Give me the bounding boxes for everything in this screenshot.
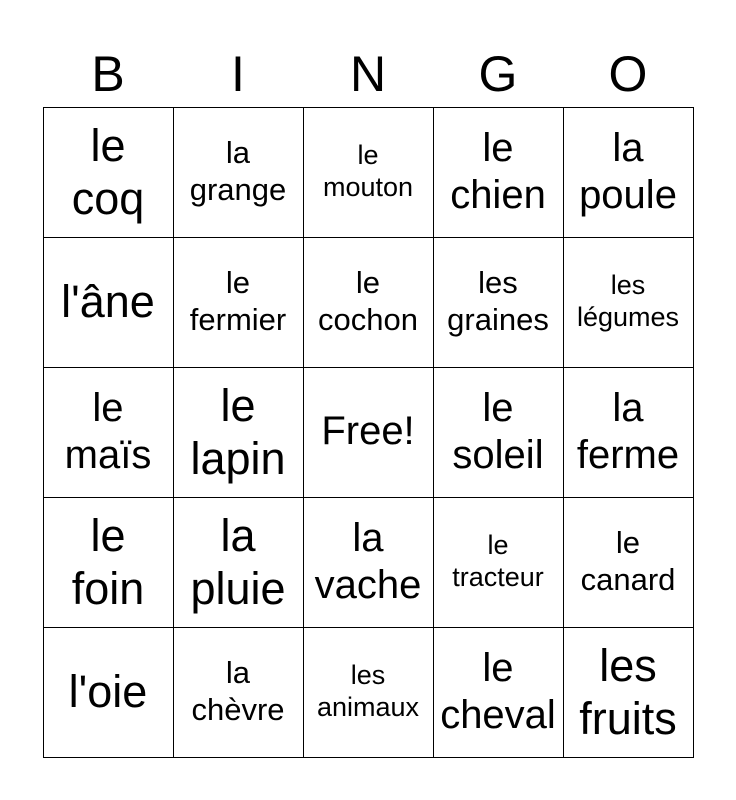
bingo-cell — [563, 367, 694, 498]
bingo-cell-line: les — [350, 660, 386, 691]
bingo-cell-line: le — [357, 140, 379, 171]
bingo-cell — [43, 627, 174, 758]
bingo-cell — [563, 497, 694, 628]
bingo-cell-text — [450, 125, 546, 219]
bingo-cell-line: maïs — [64, 433, 152, 477]
bingo-cell-text — [440, 645, 556, 739]
bingo-cell-line: pluie — [190, 563, 286, 614]
bingo-cell-text — [323, 140, 413, 204]
bingo-cell-text — [72, 509, 145, 615]
bingo-cell-text — [581, 525, 676, 598]
header-letter-i: I — [231, 46, 245, 102]
header-letter-n: N — [349, 46, 387, 102]
bingo-cell-line: la — [220, 509, 256, 561]
bingo-cell-line: le — [482, 385, 514, 430]
bingo-cell-line: soleil — [452, 433, 544, 477]
bingo-cell-line: la — [612, 385, 644, 430]
bingo-cell-line: coq — [71, 173, 145, 224]
header-letter-o: O — [608, 46, 648, 102]
bingo-cell-line: cochon — [318, 302, 418, 337]
bingo-cell-text — [452, 530, 544, 594]
bingo-cell-text — [72, 119, 145, 225]
bingo-cell — [43, 107, 174, 238]
bingo-cell-text — [452, 385, 543, 479]
bingo-cell-line: fruits — [579, 693, 677, 744]
bingo-cell-line: le — [220, 379, 256, 431]
bingo-cell-line: animaux — [316, 692, 420, 722]
bingo-cell-line: légumes — [576, 302, 680, 332]
header-letter-b: B — [91, 46, 125, 102]
bingo-cell — [173, 367, 304, 498]
bingo-cell — [173, 107, 304, 238]
bingo-cell-line: ferme — [576, 433, 680, 477]
bingo-cell — [173, 237, 304, 368]
bingo-cell — [433, 237, 564, 368]
bingo-cell — [433, 627, 564, 758]
bingo-cell-text — [321, 408, 414, 455]
bingo-cell-line: la — [225, 655, 251, 691]
bingo-cell-text — [447, 265, 549, 338]
bingo-cell — [563, 107, 694, 238]
bingo-cell — [43, 497, 174, 628]
bingo-cell-line: le — [90, 509, 126, 561]
bingo-cell-line: le — [225, 265, 251, 301]
bingo-cell-line: chèvre — [191, 692, 285, 727]
bingo-card-grid — [43, 107, 693, 757]
bingo-cell-line: grange — [189, 172, 287, 207]
bingo-cell-line: vache — [314, 563, 422, 607]
bingo-cell-line: le — [615, 525, 641, 561]
bingo-cell — [43, 237, 174, 368]
bingo-cell-line: le — [90, 119, 126, 171]
bingo-cell-line: la — [612, 125, 644, 170]
bingo-cell — [433, 497, 564, 628]
bingo-cell-line: l'âne — [61, 276, 155, 328]
bingo-cell — [303, 237, 434, 368]
bingo-cell-line: foin — [71, 563, 145, 614]
bingo-cell-line: poule — [579, 173, 677, 217]
bingo-cell-text — [318, 265, 418, 338]
bingo-cell — [563, 627, 694, 758]
bingo-cell-line: la — [225, 135, 251, 171]
bingo-cell-text — [317, 660, 419, 724]
bingo-cell — [303, 627, 434, 758]
bingo-cell-text — [579, 639, 677, 745]
bingo-cell-text — [190, 265, 286, 338]
bingo-cell — [303, 497, 434, 628]
bingo-cell-line: les — [478, 265, 518, 301]
bingo-cell-text — [577, 385, 679, 479]
bingo-cell-text — [190, 509, 285, 615]
bingo-cell-text — [65, 385, 152, 479]
bingo-cell-line: cheval — [440, 693, 556, 737]
bingo-cell — [173, 627, 304, 758]
bingo-cell-line: les — [610, 270, 646, 301]
bingo-cell-line: le — [482, 125, 514, 170]
header-letter-g: G — [478, 46, 518, 102]
bingo-cell-line: chien — [450, 173, 546, 217]
bingo-cell-text — [190, 135, 287, 208]
bingo-cell — [303, 107, 434, 238]
bingo-cell-line: le — [482, 645, 514, 690]
bingo-cell-line: fermier — [189, 302, 287, 337]
bingo-cell-line: le — [355, 265, 381, 301]
bingo-header — [43, 44, 693, 104]
bingo-cell-text — [61, 275, 155, 328]
bingo-cell — [563, 237, 694, 368]
bingo-cell-line: canard — [580, 562, 676, 597]
bingo-cell — [43, 367, 174, 498]
bingo-cell-line: le — [92, 385, 124, 430]
bingo-cell-line: l'oie — [68, 666, 148, 718]
bingo-cell — [433, 367, 564, 498]
bingo-cell-line: tracteur — [452, 562, 544, 592]
bingo-cell-line: le — [487, 530, 509, 561]
bingo-cell-text — [579, 125, 677, 219]
bingo-cell-text — [190, 379, 285, 485]
bingo-cell-text — [69, 665, 148, 718]
bingo-cell-text — [191, 655, 284, 728]
bingo-cell-text — [577, 270, 679, 334]
bingo-cell-line: lapin — [190, 433, 286, 484]
bingo-cell — [303, 367, 434, 498]
bingo-cell-line: la — [352, 515, 384, 560]
bingo-cell-text — [315, 515, 422, 609]
bingo-cell-line: les — [599, 639, 657, 691]
bingo-cell-line: mouton — [322, 172, 414, 202]
bingo-cell — [173, 497, 304, 628]
bingo-cell-line: Free! — [321, 409, 415, 454]
bingo-cell-line: graines — [447, 302, 549, 337]
bingo-cell — [433, 107, 564, 238]
